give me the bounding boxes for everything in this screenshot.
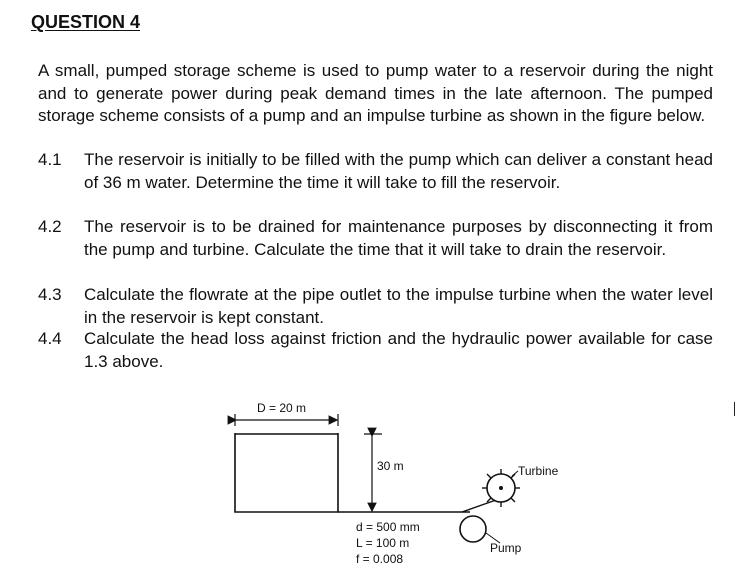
question-text: Calculate the flowrate at the pipe outlet to the impulse turbine when the water level in the reservoir is kept constant. bbox=[84, 285, 713, 327]
question-text: Calculate the head loss against friction and the hydraulic power available for case 1.3 above. bbox=[84, 329, 713, 371]
pump-icon bbox=[460, 516, 486, 542]
friction-factor-label: f = 0.008 bbox=[356, 552, 404, 566]
pipe-length-label: L = 100 m bbox=[356, 536, 410, 550]
diameter-label: D = 20 m bbox=[257, 401, 307, 415]
pump-label: Pump bbox=[490, 541, 522, 555]
intro-paragraph: A small, pumped storage scheme is used to pump water to a reservoir during the night and to generate power during peak demand times in the late afternoon. The pumped storage scheme consists of a pump and an impulse turbine as shown in the figure below. bbox=[38, 61, 713, 125]
question-number: 4.4 bbox=[38, 329, 62, 348]
question-number: 4.2 bbox=[38, 217, 62, 236]
pipe-diameter-label: d = 500 mm bbox=[356, 520, 420, 534]
reservoir bbox=[235, 433, 338, 512]
turbine-label: Turbine bbox=[518, 464, 559, 478]
question-number: 4.3 bbox=[38, 285, 62, 304]
question-text: The reservoir is initially to be filled with the pump which can deliver a constant head of 36 m water. Determine the time it will take to fill the reservoir. bbox=[84, 150, 713, 192]
question-heading: QUESTION 4 bbox=[31, 12, 141, 32]
height-label: 30 m bbox=[377, 459, 404, 473]
pipe-to-turbine bbox=[462, 500, 496, 512]
question-text: The reservoir is to be drained for maintenance purposes by disconnecting it from the pump and turbine. Calculate the time that it will take to drain the reservoir. bbox=[84, 217, 713, 259]
question-number: 4.1 bbox=[38, 150, 62, 169]
turbine-hub bbox=[499, 486, 503, 490]
